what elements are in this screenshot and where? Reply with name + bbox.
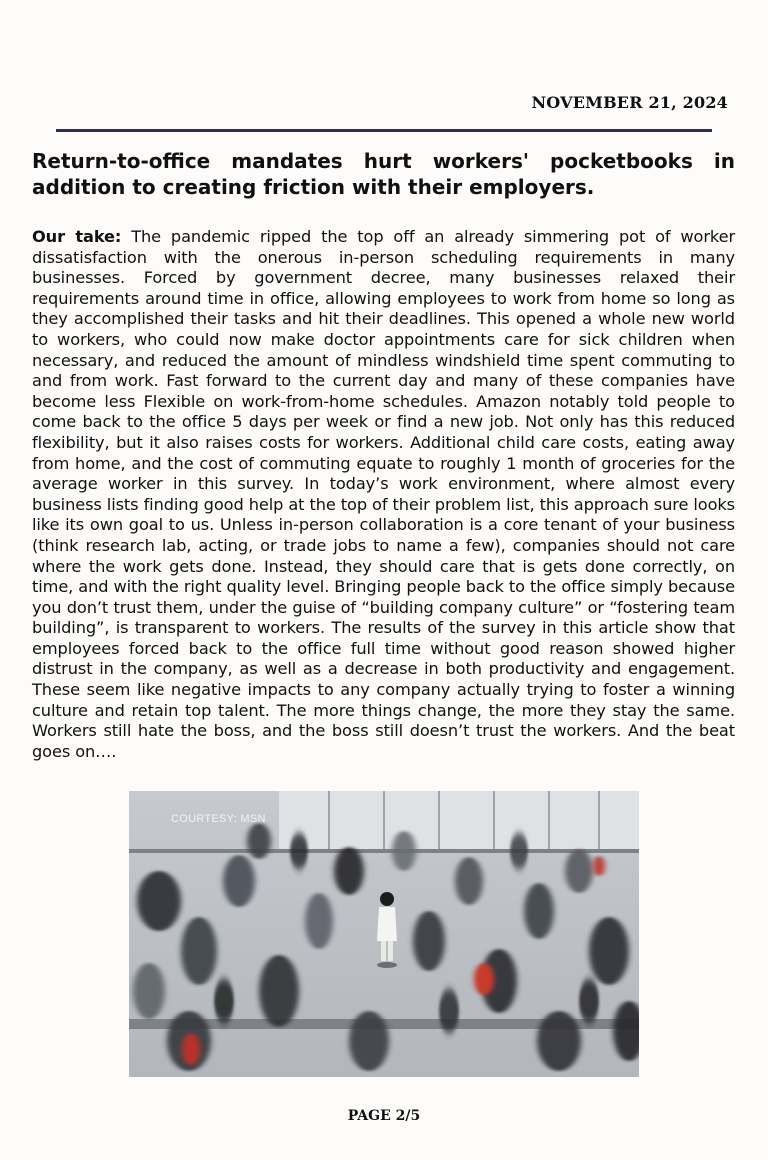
lead-label: Our take: [32, 227, 122, 246]
page-number: PAGE 2/5 [347, 1108, 421, 1124]
article-body [32, 227, 735, 762]
article-headline: Return-to-office mandates hurt workers' pocketbooks in addition to creating friction with their employers. [32, 149, 735, 199]
article-body-text: The pandemic ripped the top off an already simmering pot of worker dissatisfaction with the onerous in-person scheduling requirements in many businesses. Forced by government decree, many businesses relaxed their requirements around time in office, allowing employees to work from home so long as they accomplished their tasks and hit their deadlines. This opened a whole new world to workers, who could now make doctor appointments care for sick children when necessary, and reduced the amount of mindless windshield time spent commuting to and from work. Fast forward to the current day and many of these companies have become less Flexible on work-from-home schedules. Amazon notably told people to come back to the office 5 days per week or find a new job. Not only has this reduced flexibility, but it also raises costs for workers. Additional child care costs, eating away from home, and the cost of commuting equate to roughly 1 month of groceries for the average worker in this survey. In today’s work environment, where almost every business lists finding good help at the top of their problem list, this approach sure looks like its own goal to us. Unless in-person collaboration is a core tenant of your business (think research lab, acting, or trade jobs to name a few), companies should not care where the work gets done. Instead, they should care that is gets done correctly, on time, and with the right quality level. Bringing people back to the office simply because you don’t trust them, under the guise of “building company culture” or “fostering team building”, is transparent to workers. The results of the survey in this article show that employees forced back to the office full time without good reason showed higher distrust in the company, as well as a decrease in both productivity and engagement. These seem like negative impacts to any company actually trying to foster a winning culture and retain top talent. The more things change, the more they stay the same. Workers still hate the boss, and the boss still doesn’t trust the workers. And the beat goes on…. [32, 227, 736, 761]
article-date: NOVEMBER 21, 2024 [531, 93, 728, 112]
photo-credit: COURTESY: MSN [171, 813, 266, 825]
crowd-photo-image [129, 791, 639, 1077]
article-photo [129, 791, 639, 1077]
header-divider [56, 129, 712, 132]
